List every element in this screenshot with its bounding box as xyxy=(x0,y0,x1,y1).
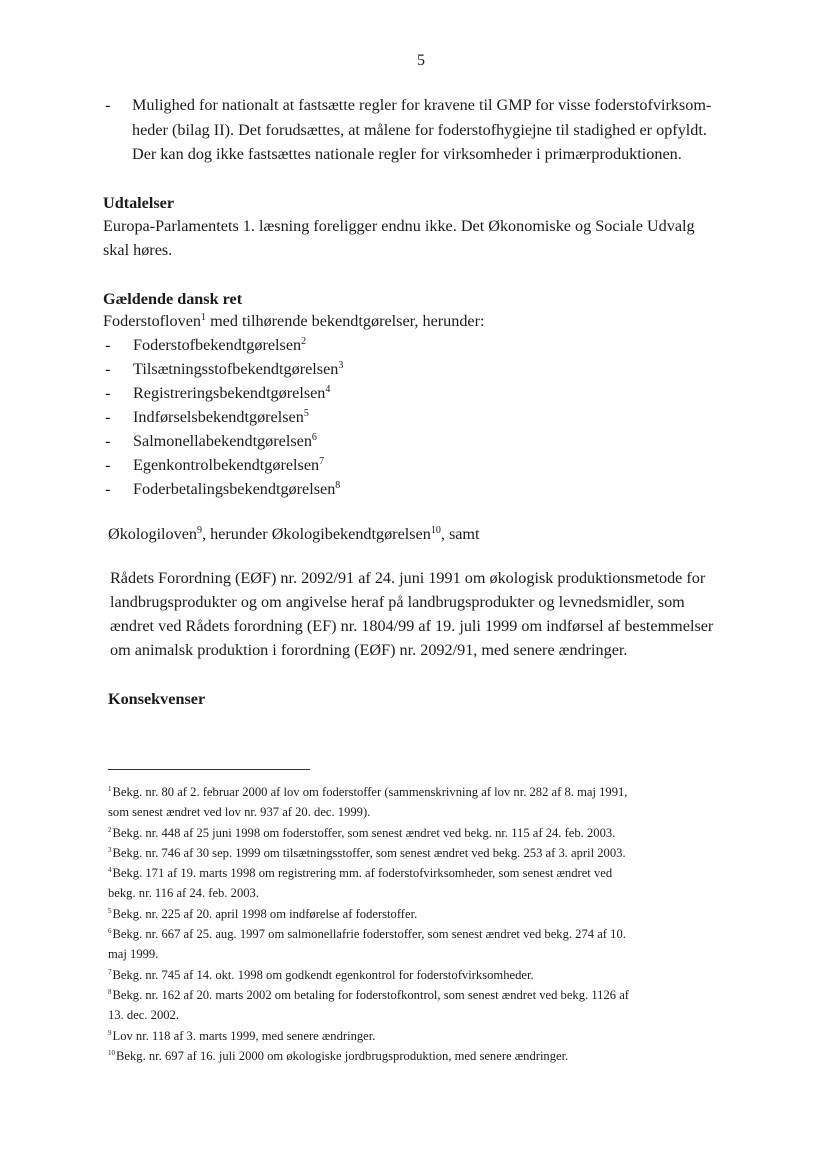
footnote xyxy=(108,965,748,985)
page-number: 5 xyxy=(417,52,425,69)
footnote-number: 8 xyxy=(108,987,112,996)
list-item xyxy=(103,381,503,405)
footnote-ref[interactable]: 3 xyxy=(338,360,344,371)
footnote-text: Bekg. nr. 448 af 25 juni 1998 om foderstoffer, som senest ændret ved bekg. nr. 115 af 24. feb. 2003. xyxy=(112,825,616,840)
footnote-text: som senest ændret ved lov nr. 937 af 20. dec. 1999). xyxy=(108,805,371,820)
list-item-label: Foderstofbekendtgørelsen xyxy=(133,336,302,354)
raadets-line: ændret ved Rådets forordning (EF) nr. 1804/99 af 19. juli 1999 om indførsel af bestemmelser xyxy=(110,617,714,635)
footnote-separator xyxy=(108,769,310,770)
footnote-number: 6 xyxy=(108,927,112,936)
list-item-label: Foderbetalingsbekendtgørelsen xyxy=(133,480,336,498)
list-item-label: Salmonellabekendtgørelsen xyxy=(133,432,312,450)
list-dash: - xyxy=(105,432,111,450)
raadets-forordning xyxy=(110,566,713,662)
list-item xyxy=(103,453,503,477)
okologiloven-text: Økologiloven xyxy=(108,525,198,543)
footnote-ref[interactable]: 1 xyxy=(201,312,207,323)
list-item xyxy=(103,429,503,453)
footnote xyxy=(108,904,748,924)
list-dash: - xyxy=(105,384,111,402)
footnote-text: Bekg. nr. 162 af 20. marts 2002 om betaling for foderstofkontrol, som senest ændret ved bekg. 1126 af xyxy=(112,987,629,1002)
footnote-text: 13. dec. 2002. xyxy=(108,1008,179,1023)
raadets-line: landbrugsprodukter og om angivelse heraf på landbrugsprodukter og levnedsmidler, som xyxy=(110,593,685,611)
udtalelser-body xyxy=(103,214,695,262)
footnote xyxy=(108,1026,748,1046)
list-item xyxy=(103,477,503,501)
footnote-number: 3 xyxy=(108,845,112,854)
raadets-line: Rådets Forordning (EØF) nr. 2092/91 af 24. juni 1991 om økologisk produktionsmetode for xyxy=(110,569,706,587)
intro-line: Der kan dog ikke fastsættes nationale regler for virksomheder i primærproduktionen. xyxy=(132,145,682,163)
footnote-number: 9 xyxy=(108,1028,112,1037)
list-dash: - xyxy=(105,336,111,354)
udtalelser-line: skal høres. xyxy=(103,241,173,259)
footnote-ref[interactable]: 7 xyxy=(319,456,325,467)
footnote-number: 2 xyxy=(108,825,112,834)
list-item xyxy=(103,333,503,357)
list-item-label: Egenkontrolbekendtgørelsen xyxy=(133,456,320,474)
footnote-text: Bekg. nr. 746 af 30 sep. 1999 om tilsætningsstoffer, som senest ændret ved bekg. 253 af 3. april 2003. xyxy=(112,845,626,860)
footnote xyxy=(108,1046,748,1066)
list-dash: - xyxy=(105,408,111,426)
footnote-text: maj 1999. xyxy=(108,947,159,962)
list-dash: - xyxy=(105,360,111,378)
konsekvenser-heading: Konsekvenser xyxy=(108,690,206,708)
intro-dash: - xyxy=(105,96,111,114)
list-item xyxy=(103,357,503,381)
footnote-number: 7 xyxy=(108,967,112,976)
footnote-text: bekg. nr. 116 af 24. feb. 2003. xyxy=(108,886,259,901)
footnote-ref[interactable]: 2 xyxy=(301,336,307,347)
footnote-ref[interactable]: 4 xyxy=(325,384,331,395)
footnote-number: 5 xyxy=(108,906,112,915)
footnote xyxy=(108,863,748,904)
footnote xyxy=(108,843,748,863)
list-item-label: Registreringsbekendtgørelsen xyxy=(133,384,326,402)
list-item-label: Indførselsbekendtgørelsen xyxy=(133,408,304,426)
footnotes xyxy=(108,782,748,1066)
footnote-text: Lov nr. 118 af 3. marts 1999, med senere ændringer. xyxy=(112,1028,376,1043)
udtalelser-line: Europa-Parlamentets 1. læsning foreligger endnu ikke. Det Økonomiske og Sociale Udvalg xyxy=(103,217,695,235)
footnote-number: 4 xyxy=(108,866,112,875)
okologi-bekg-text: , herunder Økologibekendtgørelsen xyxy=(202,525,431,543)
footnote-text: Bekg. nr. 667 af 25. aug. 1997 om salmonellafrie foderstoffer, som senest ændret ved bekg. 274 af 10. xyxy=(112,927,626,942)
okologi-samt-text: , samt xyxy=(440,525,480,543)
footnote-ref[interactable]: 9 xyxy=(197,525,203,536)
bekendtgorelser-list xyxy=(103,333,503,501)
footnote-text: Bekg. nr. 225 af 20. april 1998 om indførelse af foderstoffer. xyxy=(112,906,418,921)
list-dash: - xyxy=(105,480,111,498)
foderstofloven-text: Foderstofloven xyxy=(103,312,202,330)
footnote-text: Bekg. 171 af 19. marts 1998 om registrering mm. af foderstofvirksomheder, som senest ændret ved xyxy=(112,866,613,881)
footnote-text: Bekg. nr. 80 af 2. februar 2000 af lov om foderstoffer (sammenskrivning af lov nr. 282 af 8. maj 1991, xyxy=(112,785,628,799)
footnote-ref[interactable]: 8 xyxy=(335,480,341,491)
footnote xyxy=(108,823,748,843)
okologiloven-line xyxy=(108,522,480,546)
intro-line: Mulighed for nationalt at fastsætte regler for kravene til GMP for visse foderstofvirksom- xyxy=(132,96,712,114)
footnote-text: Bekg. nr. 697 af 16. juli 2000 om økologiske jordbrugsproduktion, med senere ændringer. xyxy=(116,1048,569,1063)
gaeldende-heading: Gældende dansk ret xyxy=(103,290,243,308)
footnote-number: 1 xyxy=(108,785,112,793)
footnote-ref[interactable]: 6 xyxy=(311,432,317,443)
footnote-text: Bekg. nr. 745 af 14. okt. 1998 om godkendt egenkontrol for foderstofvirksomheder. xyxy=(112,967,534,982)
foderstofloven-intro xyxy=(103,309,485,333)
footnote xyxy=(108,782,748,823)
list-item xyxy=(103,405,503,429)
footnote-number: 10 xyxy=(108,1048,115,1057)
udtalelser-heading: Udtalelser xyxy=(103,194,175,212)
footnote xyxy=(108,985,748,1026)
foderstofloven-text-rest: med tilhørende bekendtgørelser, herunder: xyxy=(206,312,485,330)
footnote-ref[interactable]: 5 xyxy=(303,408,309,419)
intro-line: heder (bilag II). Det forudsættes, at målene for foderstofhygiejne til stadighed er opfyldt. xyxy=(132,121,707,139)
list-dash: - xyxy=(105,456,111,474)
raadets-line: om animalsk produktion i forordning (EØF) nr. 2092/91, med senere ændringer. xyxy=(110,641,628,659)
footnote xyxy=(108,924,748,965)
list-item-label: Tilsætningsstofbekendtgørelsen xyxy=(133,360,339,378)
footnote-ref[interactable]: 10 xyxy=(430,525,441,536)
